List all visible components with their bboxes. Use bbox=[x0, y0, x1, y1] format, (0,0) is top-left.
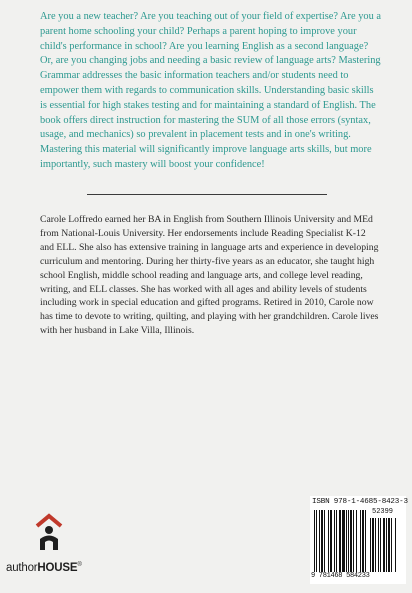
registered-mark: ® bbox=[77, 562, 82, 568]
barcode-addon-number: 52399 bbox=[372, 508, 394, 516]
section-divider bbox=[87, 194, 327, 195]
authorhouse-logo-icon bbox=[34, 512, 64, 552]
publisher-name bbox=[6, 562, 82, 574]
barcode-bars bbox=[314, 510, 368, 572]
barcode-digits: 9 781468 584233 bbox=[311, 572, 370, 580]
publisher-name-part1: author bbox=[6, 562, 38, 574]
publisher-logo bbox=[6, 512, 92, 582]
author-bio: Carole Loffredo earned her BA in English from Southern Illinois University and MEd from National-Louis University. Her endorsements include Reading Specialist K-12 and ELL. She also has extensive training in language arts and experience in developing curriculum and mentoring. During her thirty-five years as an educator, she taught high school English, middle school reading and language arts, and college level reading, writing, and ELL classes. She has worked with all ages and ability levels of students including work in special education and gifted programs. Retired in 2010, Carole now has time to devote to writing, quilting, and playing with her grandchildren. Carole lives with her husband in Lake Villa, Illinois. bbox=[40, 214, 379, 337]
publisher-name-part2: HOUSE bbox=[37, 562, 78, 574]
isbn-barcode bbox=[310, 496, 406, 584]
isbn-text: ISBN 978-1-4685-8423-3 bbox=[312, 498, 408, 506]
book-blurb: Are you a new teacher? Are you teaching out of your field of expertise? Are you a parent home schooling your child? Perhaps a parent hoping to improve your child's performance in school? Are you learning English as a second language? Or, are you changing jobs and needing a basic review of language arts? Mastering Grammar addresses the basic information teachers and/or students need to empower them with regards to communication skills. Understanding basic skills is essential for high stakes testing and for maintaining a standard of English. The book offers direct instruction for mastering the SUM of all those errors (syntax, usage, and mechanics) so prevalent in placement tests and in one's writing. Mastering this material will significantly improve language arts skills, but more importantly, such mastery will boost your confidence! bbox=[40, 11, 382, 170]
barcode-addon-bars bbox=[370, 518, 400, 572]
